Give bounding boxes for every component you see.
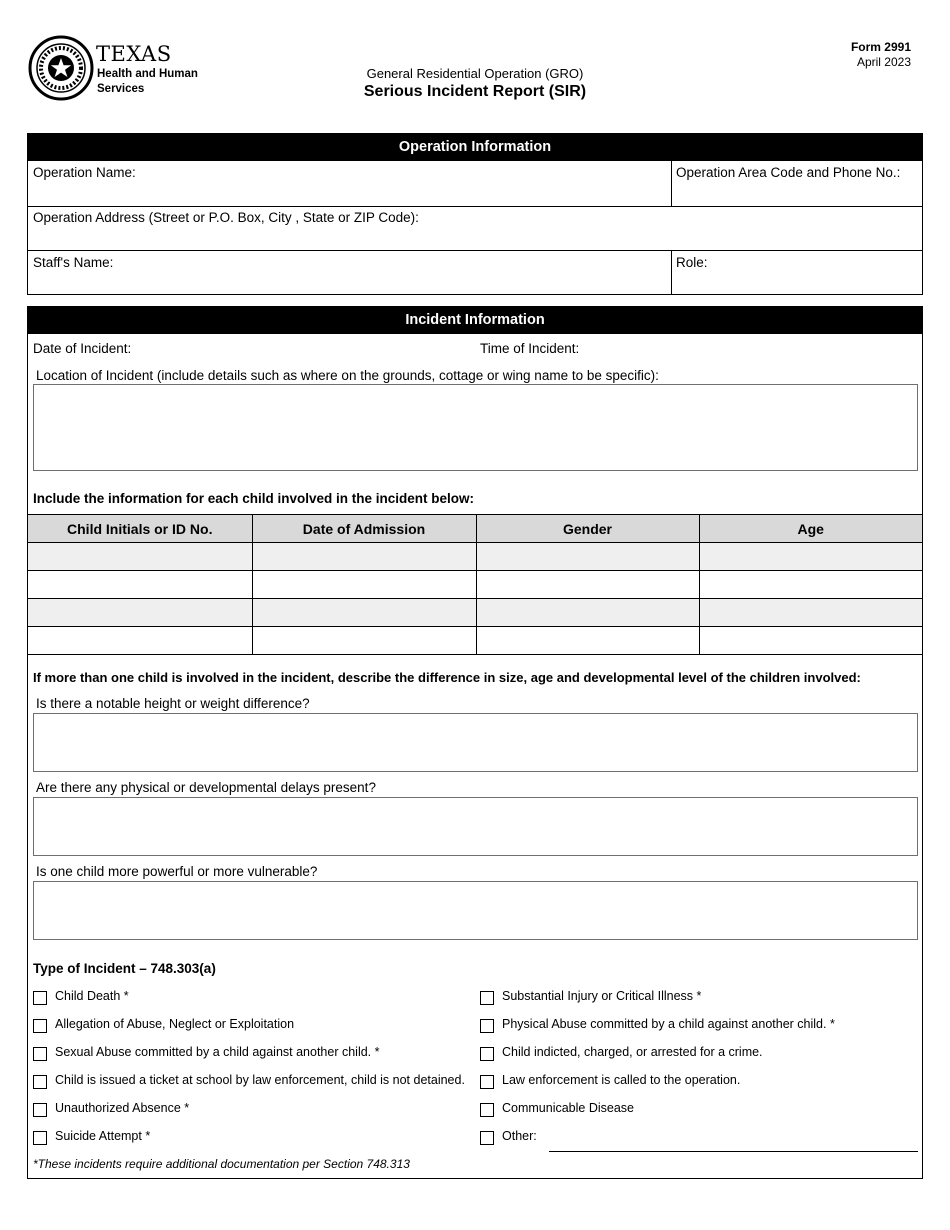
checkbox-label: Communicable Disease <box>502 1101 635 1115</box>
table-cell[interactable] <box>699 543 922 571</box>
checkbox-law-enforcement-called[interactable] <box>480 1075 494 1089</box>
operation-information-heading: Operation Information <box>28 134 922 161</box>
role-field[interactable] <box>672 251 922 295</box>
operation-phone-field[interactable] <box>672 161 922 206</box>
incident-location-label: Location of Incident (include details such as where on the grounds, cottage or wing name to be specific): <box>36 368 659 383</box>
checkbox-label: Suicide Attempt * <box>55 1129 151 1143</box>
delays-question: Are there any physical or developmental delays present? <box>36 780 376 795</box>
checkbox-school-ticket[interactable] <box>33 1075 47 1089</box>
table-cell[interactable] <box>28 627 252 655</box>
incident-information-heading: Incident Information <box>28 307 922 334</box>
other-input[interactable] <box>549 1131 918 1151</box>
incident-date-field[interactable] <box>140 337 460 359</box>
checkbox-label: Physical Abuse committed by a child against another child. * <box>502 1017 835 1031</box>
power-textarea[interactable] <box>33 881 918 940</box>
checkbox-child-arrested[interactable] <box>480 1047 494 1061</box>
hhs-logo <box>28 34 198 102</box>
checkbox-label: Child indicted, charged, or arrested for a crime. <box>502 1045 763 1059</box>
multi-child-intro: If more than one child is involved in the incident, describe the difference in size, age and developmental level of the children involved: <box>33 670 861 685</box>
children-intro: Include the information for each child involved in the incident below: <box>33 491 475 506</box>
staff-name-field[interactable] <box>28 251 671 295</box>
table-cell[interactable] <box>252 627 476 655</box>
checkbox-communicable-disease[interactable] <box>480 1103 494 1117</box>
checkbox-label: Unauthorized Absence * <box>55 1101 190 1115</box>
operation-address-field[interactable] <box>28 207 922 250</box>
form-date: April 2023 <box>856 55 911 69</box>
table-cell[interactable] <box>28 543 252 571</box>
table-row <box>28 571 922 599</box>
table-header-row <box>28 515 922 543</box>
operation-name-label: Operation Name: <box>33 165 136 180</box>
delays-textarea[interactable] <box>33 797 918 856</box>
incident-time-label: Time of Incident: <box>480 341 580 356</box>
form-number: Form 2991 <box>850 40 911 54</box>
checkbox-substantial-injury[interactable] <box>480 991 494 1005</box>
checkbox-label: Other: <box>502 1129 537 1143</box>
footnote: *These incidents require additional documentation per Section 748.313 <box>33 1157 410 1171</box>
column-header-age: Age <box>699 515 922 543</box>
table-cell[interactable] <box>28 571 252 599</box>
checkbox-label: Sexual Abuse committed by a child against another child. * <box>55 1045 380 1059</box>
table-row <box>28 599 922 627</box>
checkbox-label: Child is issued a ticket at school by law enforcement, child is not detained. <box>55 1073 465 1087</box>
incident-information-section <box>27 306 923 1179</box>
column-header-child-id: Child Initials or ID No. <box>28 515 252 543</box>
logo-title: TEXAS <box>96 42 172 66</box>
form-title: Serious Incident Report (SIR) <box>363 83 587 100</box>
staff-name-label: Staff's Name: <box>33 255 114 270</box>
logo-subtitle-line-1: Health and Human <box>97 68 198 80</box>
role-label: Role: <box>676 255 708 270</box>
other-input-line <box>549 1151 918 1152</box>
table-cell[interactable] <box>476 571 699 599</box>
height-weight-question: Is there a notable height or weight difference? <box>36 696 310 711</box>
incident-location-textarea[interactable] <box>33 384 918 471</box>
checkbox-physical-abuse-by-child[interactable] <box>480 1019 494 1033</box>
checkbox-child-death[interactable] <box>33 991 47 1005</box>
checkbox-abuse-neglect[interactable] <box>33 1019 47 1033</box>
column-header-admission-date: Date of Admission <box>252 515 476 543</box>
table-cell[interactable] <box>476 599 699 627</box>
operation-information-section <box>27 133 923 295</box>
incident-type-heading: Type of Incident – 748.303(a) <box>33 961 216 976</box>
height-weight-textarea[interactable] <box>33 713 918 772</box>
table-cell[interactable] <box>28 599 252 627</box>
table-cell[interactable] <box>252 571 476 599</box>
table-cell[interactable] <box>476 543 699 571</box>
table-cell[interactable] <box>476 627 699 655</box>
checkbox-sexual-abuse-by-child[interactable] <box>33 1047 47 1061</box>
checkbox-unauthorized-absence[interactable] <box>33 1103 47 1117</box>
operation-name-field[interactable] <box>28 161 671 206</box>
column-header-gender: Gender <box>476 515 699 543</box>
operation-address-label: Operation Address (Street or P.O. Box, City , State or ZIP Code): <box>33 210 419 225</box>
table-cell[interactable] <box>699 627 922 655</box>
child-table <box>28 514 922 655</box>
incident-time-field[interactable] <box>588 337 908 359</box>
checkbox-label: Substantial Injury or Critical Illness * <box>502 989 702 1003</box>
checkbox-other[interactable] <box>480 1131 494 1145</box>
operation-phone-label: Operation Area Code and Phone No.: <box>676 165 901 180</box>
checkbox-label: Law enforcement is called to the operation. <box>502 1073 741 1087</box>
checkbox-label: Allegation of Abuse, Neglect or Exploitation <box>55 1017 295 1031</box>
power-question: Is one child more powerful or more vulnerable? <box>36 864 318 879</box>
form-subtitle: General Residential Operation (GRO) <box>366 66 584 81</box>
checkbox-suicide-attempt[interactable] <box>33 1131 47 1145</box>
table-row <box>28 543 922 571</box>
texas-seal-icon <box>28 34 94 102</box>
incident-date-label: Date of Incident: <box>33 341 132 356</box>
table-cell[interactable] <box>699 599 922 627</box>
checkbox-label: Child Death * <box>55 989 129 1003</box>
table-row <box>28 627 922 655</box>
table-cell[interactable] <box>252 599 476 627</box>
logo-subtitle-line-2: Services <box>97 83 145 95</box>
table-cell[interactable] <box>699 571 922 599</box>
table-cell[interactable] <box>252 543 476 571</box>
